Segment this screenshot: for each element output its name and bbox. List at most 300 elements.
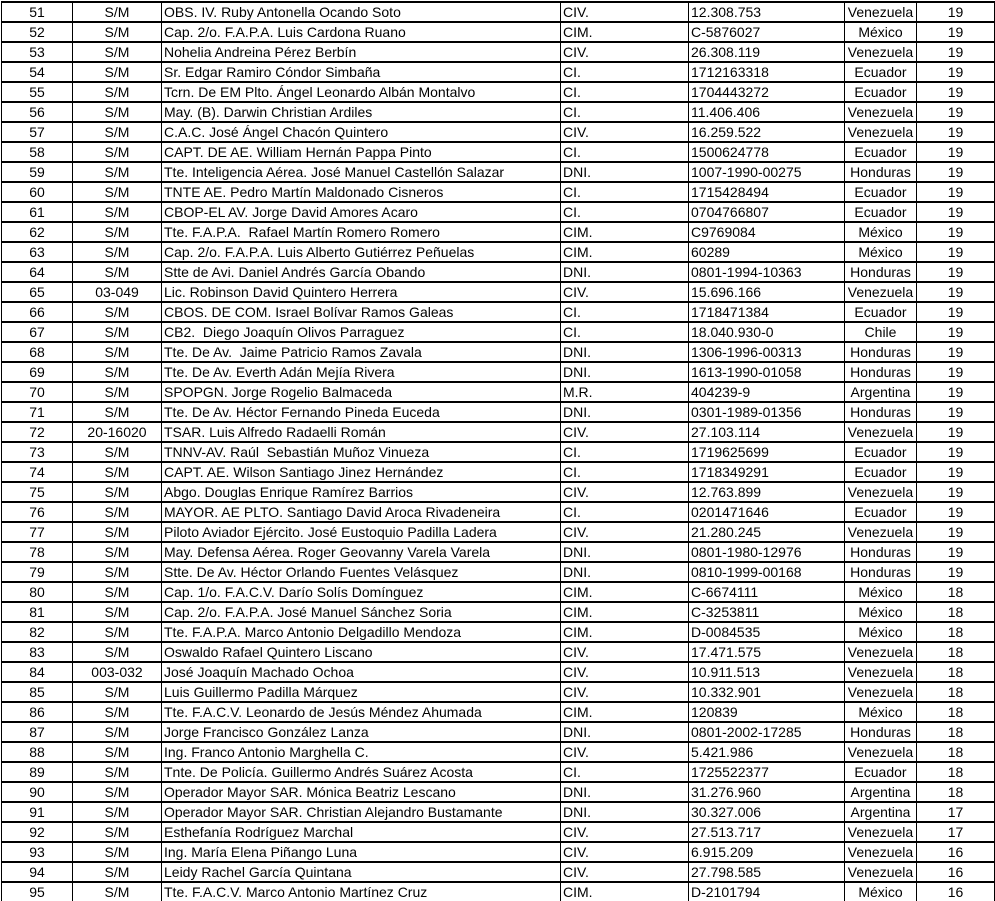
- cell-registration-code: S/M: [73, 802, 162, 822]
- cell-document-type: DNI.: [561, 722, 689, 742]
- cell-person-name: Tte. F.A.C.V. Leonardo de Jesús Méndez Ahumada: [162, 702, 561, 722]
- cell-age: 19: [917, 242, 995, 262]
- cell-document-number: 1007-1990-00275: [689, 162, 845, 182]
- cell-document-number: 1719625699: [689, 442, 845, 462]
- cell-document-type: DNI.: [561, 542, 689, 562]
- cell-row-number: 75: [2, 482, 73, 502]
- cell-country: Argentina: [845, 802, 917, 822]
- cell-row-number: 54: [2, 62, 73, 82]
- cell-row-number: 58: [2, 142, 73, 162]
- cell-registration-code: S/M: [73, 462, 162, 482]
- cell-age: 19: [917, 362, 995, 382]
- cell-document-type: CIV.: [561, 282, 689, 302]
- cell-country: México: [845, 702, 917, 722]
- cell-row-number: 70: [2, 382, 73, 402]
- cell-person-name: Cap. 1/o. F.A.C.V. Darío Solís Domínguez: [162, 582, 561, 602]
- cell-registration-code: S/M: [73, 382, 162, 402]
- cell-registration-code: S/M: [73, 142, 162, 162]
- cell-document-number: C9769084: [689, 222, 845, 242]
- cell-document-type: CI.: [561, 182, 689, 202]
- cell-registration-code: S/M: [73, 862, 162, 882]
- cell-person-name: Cap. 2/o. F.A.P.A. José Manuel Sánchez Soria: [162, 602, 561, 622]
- cell-person-name: Tte. De Av. Jaime Patricio Ramos Zavala: [162, 342, 561, 362]
- cell-age: 18: [917, 662, 995, 682]
- cell-age: 19: [917, 562, 995, 582]
- cell-row-number: 53: [2, 42, 73, 62]
- cell-row-number: 84: [2, 662, 73, 682]
- cell-document-number: D-0084535: [689, 622, 845, 642]
- cell-row-number: 83: [2, 642, 73, 662]
- cell-document-number: 26.308.119: [689, 42, 845, 62]
- cell-person-name: Tte. Inteligencia Aérea. José Manuel Castellón Salazar: [162, 162, 561, 182]
- cell-document-type: CIM.: [561, 22, 689, 42]
- cell-person-name: TNNV-AV. Raúl Sebastián Muñoz Vinueza: [162, 442, 561, 462]
- cell-registration-code: S/M: [73, 762, 162, 782]
- cell-document-type: DNI.: [561, 802, 689, 822]
- table-row: [2, 182, 995, 202]
- cell-document-number: 0301-1989-01356: [689, 402, 845, 422]
- cell-country: Ecuador: [845, 302, 917, 322]
- table-row: [2, 22, 995, 42]
- cell-person-name: TSAR. Luis Alfredo Radaelli Román: [162, 422, 561, 442]
- cell-row-number: 52: [2, 22, 73, 42]
- cell-registration-code: S/M: [73, 562, 162, 582]
- cell-country: Honduras: [845, 722, 917, 742]
- cell-country: Venezuela: [845, 282, 917, 302]
- cell-document-type: CIV.: [561, 682, 689, 702]
- cell-row-number: 71: [2, 402, 73, 422]
- cell-row-number: 77: [2, 522, 73, 542]
- cell-document-number: 1718349291: [689, 462, 845, 482]
- cell-country: Honduras: [845, 362, 917, 382]
- cell-country: Chile: [845, 322, 917, 342]
- cell-row-number: 65: [2, 282, 73, 302]
- cell-country: México: [845, 22, 917, 42]
- cell-person-name: May. (B). Darwin Christian Ardiles: [162, 102, 561, 122]
- cell-age: 19: [917, 222, 995, 242]
- cell-country: México: [845, 602, 917, 622]
- personnel-table: [1, 1, 995, 901]
- cell-document-type: DNI.: [561, 562, 689, 582]
- cell-document-number: 1718471384: [689, 302, 845, 322]
- cell-country: México: [845, 242, 917, 262]
- cell-row-number: 85: [2, 682, 73, 702]
- cell-age: 19: [917, 342, 995, 362]
- cell-country: Honduras: [845, 342, 917, 362]
- cell-country: Honduras: [845, 402, 917, 422]
- cell-person-name: Jorge Francisco González Lanza: [162, 722, 561, 742]
- cell-country: Honduras: [845, 562, 917, 582]
- cell-country: Venezuela: [845, 642, 917, 662]
- cell-person-name: José Joaquín Machado Ochoa: [162, 662, 561, 682]
- table-row: [2, 802, 995, 822]
- cell-row-number: 62: [2, 222, 73, 242]
- cell-document-type: CIM.: [561, 582, 689, 602]
- cell-registration-code: S/M: [73, 202, 162, 222]
- cell-country: Ecuador: [845, 502, 917, 522]
- table-row: [2, 322, 995, 342]
- table-body: [2, 2, 995, 901]
- cell-person-name: Cap. 2/o. F.A.P.A. Luis Alberto Gutiérrez Peñuelas: [162, 242, 561, 262]
- cell-document-type: CIV.: [561, 42, 689, 62]
- cell-document-type: M.R.: [561, 382, 689, 402]
- cell-document-number: 27.513.717: [689, 822, 845, 842]
- cell-registration-code: S/M: [73, 622, 162, 642]
- cell-document-number: 16.259.522: [689, 122, 845, 142]
- cell-age: 18: [917, 622, 995, 642]
- cell-document-type: CIM.: [561, 622, 689, 642]
- cell-document-number: C-5876027: [689, 22, 845, 42]
- cell-row-number: 63: [2, 242, 73, 262]
- cell-age: 19: [917, 22, 995, 42]
- cell-document-type: CIV.: [561, 522, 689, 542]
- cell-age: 19: [917, 182, 995, 202]
- table-row: [2, 122, 995, 142]
- cell-person-name: TNTE AE. Pedro Martín Maldonado Cisneros: [162, 182, 561, 202]
- cell-document-type: DNI.: [561, 362, 689, 382]
- cell-registration-code: 03-049: [73, 282, 162, 302]
- cell-age: 18: [917, 602, 995, 622]
- cell-document-number: 0801-1994-10363: [689, 262, 845, 282]
- cell-person-name: SPOPGN. Jorge Rogelio Balmaceda: [162, 382, 561, 402]
- cell-row-number: 69: [2, 362, 73, 382]
- cell-registration-code: S/M: [73, 82, 162, 102]
- cell-document-number: 27.798.585: [689, 862, 845, 882]
- cell-row-number: 88: [2, 742, 73, 762]
- cell-age: 19: [917, 262, 995, 282]
- cell-person-name: Leidy Rachel García Quintana: [162, 862, 561, 882]
- table-row: [2, 82, 995, 102]
- cell-country: México: [845, 222, 917, 242]
- table-row: [2, 662, 995, 682]
- cell-registration-code: S/M: [73, 502, 162, 522]
- cell-person-name: Tte. F.A.C.V. Marco Antonio Martínez Cruz: [162, 882, 561, 901]
- cell-registration-code: S/M: [73, 682, 162, 702]
- cell-country: Venezuela: [845, 842, 917, 862]
- cell-row-number: 78: [2, 542, 73, 562]
- cell-registration-code: S/M: [73, 322, 162, 342]
- cell-person-name: Ing. Franco Antonio Marghella C.: [162, 742, 561, 762]
- cell-country: Ecuador: [845, 182, 917, 202]
- cell-country: Ecuador: [845, 202, 917, 222]
- cell-person-name: Tte. De Av. Everth Adán Mejía Rivera: [162, 362, 561, 382]
- cell-person-name: Oswaldo Rafael Quintero Liscano: [162, 642, 561, 662]
- table-row: [2, 582, 995, 602]
- cell-row-number: 56: [2, 102, 73, 122]
- cell-age: 19: [917, 422, 995, 442]
- cell-document-number: 10.911.513: [689, 662, 845, 682]
- cell-row-number: 89: [2, 762, 73, 782]
- cell-age: 19: [917, 2, 995, 22]
- cell-document-number: 6.915.209: [689, 842, 845, 862]
- table-row: [2, 782, 995, 802]
- cell-country: México: [845, 582, 917, 602]
- table-row: [2, 682, 995, 702]
- cell-row-number: 74: [2, 462, 73, 482]
- cell-registration-code: S/M: [73, 842, 162, 862]
- cell-person-name: Sr. Edgar Ramiro Cóndor Simbaña: [162, 62, 561, 82]
- cell-registration-code: S/M: [73, 302, 162, 322]
- table-row: [2, 702, 995, 722]
- cell-document-type: DNI.: [561, 782, 689, 802]
- cell-document-number: 11.406.406: [689, 102, 845, 122]
- cell-document-type: CIV.: [561, 662, 689, 682]
- table-row: [2, 402, 995, 422]
- table-row: [2, 842, 995, 862]
- cell-document-number: 27.103.114: [689, 422, 845, 442]
- cell-document-number: 404239-9: [689, 382, 845, 402]
- cell-registration-code: S/M: [73, 162, 162, 182]
- cell-person-name: CAPT. DE AE. William Hernán Pappa Pinto: [162, 142, 561, 162]
- cell-document-number: 18.040.930-0: [689, 322, 845, 342]
- table-row: [2, 102, 995, 122]
- cell-person-name: C.A.C. José Ángel Chacón Quintero: [162, 122, 561, 142]
- cell-document-type: CIV.: [561, 862, 689, 882]
- cell-document-type: CIM.: [561, 242, 689, 262]
- cell-row-number: 94: [2, 862, 73, 882]
- cell-row-number: 80: [2, 582, 73, 602]
- cell-person-name: MAYOR. AE PLTO. Santiago David Aroca Rivadeneira: [162, 502, 561, 522]
- cell-person-name: May. Defensa Aérea. Roger Geovanny Varela Varela: [162, 542, 561, 562]
- cell-registration-code: S/M: [73, 522, 162, 542]
- cell-age: 19: [917, 382, 995, 402]
- table-row: [2, 242, 995, 262]
- table-row: [2, 502, 995, 522]
- cell-person-name: CBOP-EL AV. Jorge David Amores Acaro: [162, 202, 561, 222]
- cell-country: México: [845, 882, 917, 901]
- cell-document-number: C-3253811: [689, 602, 845, 622]
- cell-age: 18: [917, 722, 995, 742]
- cell-person-name: CBOS. DE COM. Israel Bolívar Ramos Galeas: [162, 302, 561, 322]
- table-row: [2, 382, 995, 402]
- cell-country: Venezuela: [845, 102, 917, 122]
- table-row: [2, 162, 995, 182]
- cell-registration-code: S/M: [73, 362, 162, 382]
- cell-country: Venezuela: [845, 2, 917, 22]
- cell-person-name: Esthefanía Rodríguez Marchal: [162, 822, 561, 842]
- cell-row-number: 93: [2, 842, 73, 862]
- cell-document-number: 1500624778: [689, 142, 845, 162]
- cell-person-name: Stte. De Av. Héctor Orlando Fuentes Velásquez: [162, 562, 561, 582]
- cell-document-number: 1715428494: [689, 182, 845, 202]
- cell-row-number: 92: [2, 822, 73, 842]
- cell-person-name: Tte. F.A.P.A. Rafael Martín Romero Romero: [162, 222, 561, 242]
- cell-document-number: 0201471646: [689, 502, 845, 522]
- cell-document-number: 1712163318: [689, 62, 845, 82]
- cell-country: Venezuela: [845, 822, 917, 842]
- cell-age: 19: [917, 142, 995, 162]
- cell-registration-code: S/M: [73, 22, 162, 42]
- table-row: [2, 142, 995, 162]
- cell-person-name: Piloto Aviador Ejército. José Eustoquio Padilla Ladera: [162, 522, 561, 542]
- cell-row-number: 87: [2, 722, 73, 742]
- cell-document-number: 1613-1990-01058: [689, 362, 845, 382]
- cell-age: 19: [917, 82, 995, 102]
- cell-document-type: CI.: [561, 502, 689, 522]
- table-row: [2, 422, 995, 442]
- cell-row-number: 90: [2, 782, 73, 802]
- cell-document-type: CIM.: [561, 602, 689, 622]
- cell-document-type: CIM.: [561, 882, 689, 901]
- cell-document-type: CIV.: [561, 642, 689, 662]
- cell-age: 19: [917, 482, 995, 502]
- cell-registration-code: S/M: [73, 182, 162, 202]
- cell-registration-code: S/M: [73, 782, 162, 802]
- table-row: [2, 602, 995, 622]
- cell-age: 18: [917, 782, 995, 802]
- table-row: [2, 522, 995, 542]
- table-row: [2, 542, 995, 562]
- cell-registration-code: S/M: [73, 642, 162, 662]
- cell-person-name: Operador Mayor SAR. Christian Alejandro Bustamante: [162, 802, 561, 822]
- cell-country: Venezuela: [845, 122, 917, 142]
- cell-registration-code: S/M: [73, 262, 162, 282]
- cell-row-number: 61: [2, 202, 73, 222]
- cell-registration-code: S/M: [73, 742, 162, 762]
- cell-age: 18: [917, 642, 995, 662]
- cell-registration-code: S/M: [73, 482, 162, 502]
- table-row: [2, 462, 995, 482]
- cell-document-number: 5.421.986: [689, 742, 845, 762]
- cell-registration-code: S/M: [73, 62, 162, 82]
- cell-registration-code: 20-16020: [73, 422, 162, 442]
- cell-age: 19: [917, 442, 995, 462]
- cell-country: Ecuador: [845, 762, 917, 782]
- cell-row-number: 57: [2, 122, 73, 142]
- cell-person-name: Nohelia Andreina Pérez Berbín: [162, 42, 561, 62]
- cell-row-number: 91: [2, 802, 73, 822]
- cell-row-number: 86: [2, 702, 73, 722]
- cell-country: Venezuela: [845, 862, 917, 882]
- cell-age: 19: [917, 102, 995, 122]
- cell-person-name: Lic. Robinson David Quintero Herrera: [162, 282, 561, 302]
- cell-row-number: 81: [2, 602, 73, 622]
- cell-registration-code: S/M: [73, 102, 162, 122]
- cell-registration-code: S/M: [73, 542, 162, 562]
- cell-document-number: 0801-2002-17285: [689, 722, 845, 742]
- cell-age: 19: [917, 522, 995, 542]
- cell-country: Venezuela: [845, 482, 917, 502]
- cell-document-type: DNI.: [561, 162, 689, 182]
- cell-registration-code: S/M: [73, 242, 162, 262]
- cell-age: 16: [917, 882, 995, 901]
- cell-country: Venezuela: [845, 682, 917, 702]
- cell-document-number: 12.308.753: [689, 2, 845, 22]
- table-row: [2, 642, 995, 662]
- cell-document-type: CIM.: [561, 702, 689, 722]
- cell-document-number: 120839: [689, 702, 845, 722]
- cell-document-number: D-2101794: [689, 882, 845, 901]
- table-row: [2, 822, 995, 842]
- cell-registration-code: S/M: [73, 702, 162, 722]
- cell-age: 19: [917, 62, 995, 82]
- table-row: [2, 722, 995, 742]
- cell-document-type: CIV.: [561, 2, 689, 22]
- cell-country: Venezuela: [845, 742, 917, 762]
- cell-document-number: C-6674111: [689, 582, 845, 602]
- table-row: [2, 482, 995, 502]
- cell-country: Honduras: [845, 162, 917, 182]
- cell-document-type: DNI.: [561, 342, 689, 362]
- table-row: [2, 562, 995, 582]
- cell-row-number: 55: [2, 82, 73, 102]
- cell-age: 17: [917, 802, 995, 822]
- table-row: [2, 762, 995, 782]
- cell-row-number: 72: [2, 422, 73, 442]
- cell-country: Honduras: [845, 542, 917, 562]
- cell-country: Venezuela: [845, 522, 917, 542]
- cell-age: 18: [917, 682, 995, 702]
- table-row: [2, 222, 995, 242]
- cell-age: 19: [917, 502, 995, 522]
- cell-registration-code: S/M: [73, 602, 162, 622]
- cell-country: Argentina: [845, 782, 917, 802]
- cell-row-number: 66: [2, 302, 73, 322]
- table-row: [2, 302, 995, 322]
- table-row: [2, 2, 995, 22]
- cell-person-name: Tcrn. De EM Plto. Ángel Leonardo Albán Montalvo: [162, 82, 561, 102]
- cell-person-name: Ing. María Elena Piñango Luna: [162, 842, 561, 862]
- cell-row-number: 76: [2, 502, 73, 522]
- cell-row-number: 64: [2, 262, 73, 282]
- table-row: [2, 342, 995, 362]
- cell-age: 19: [917, 202, 995, 222]
- cell-document-type: CIV.: [561, 842, 689, 862]
- cell-country: Ecuador: [845, 62, 917, 82]
- cell-person-name: Luis Guillermo Padilla Márquez: [162, 682, 561, 702]
- cell-age: 18: [917, 582, 995, 602]
- cell-registration-code: S/M: [73, 882, 162, 901]
- cell-document-type: CI.: [561, 202, 689, 222]
- cell-age: 19: [917, 322, 995, 342]
- cell-document-number: 1704443272: [689, 82, 845, 102]
- table-row: [2, 622, 995, 642]
- cell-document-type: CIV.: [561, 742, 689, 762]
- cell-document-type: CI.: [561, 322, 689, 342]
- cell-registration-code: S/M: [73, 42, 162, 62]
- cell-document-type: DNI.: [561, 402, 689, 422]
- cell-age: 19: [917, 162, 995, 182]
- cell-age: 19: [917, 122, 995, 142]
- cell-person-name: CB2. Diego Joaquín Olivos Parraguez: [162, 322, 561, 342]
- cell-document-type: CIM.: [561, 222, 689, 242]
- cell-document-type: CI.: [561, 102, 689, 122]
- cell-row-number: 82: [2, 622, 73, 642]
- cell-document-type: CI.: [561, 142, 689, 162]
- cell-document-type: CIV.: [561, 422, 689, 442]
- cell-row-number: 59: [2, 162, 73, 182]
- cell-document-type: CI.: [561, 442, 689, 462]
- cell-country: Honduras: [845, 262, 917, 282]
- cell-document-number: 0801-1980-12976: [689, 542, 845, 562]
- cell-document-number: 21.280.245: [689, 522, 845, 542]
- table-row: [2, 262, 995, 282]
- table-row: [2, 442, 995, 462]
- cell-document-number: 1306-1996-00313: [689, 342, 845, 362]
- cell-person-name: Operador Mayor SAR. Mónica Beatriz Lescano: [162, 782, 561, 802]
- cell-document-number: 15.696.166: [689, 282, 845, 302]
- cell-age: 18: [917, 702, 995, 722]
- cell-document-type: CI.: [561, 462, 689, 482]
- cell-row-number: 67: [2, 322, 73, 342]
- cell-registration-code: 003-032: [73, 662, 162, 682]
- cell-age: 16: [917, 842, 995, 862]
- cell-person-name: Tte. De Av. Héctor Fernando Pineda Euceda: [162, 402, 561, 422]
- table-row: [2, 282, 995, 302]
- cell-document-number: 30.327.006: [689, 802, 845, 822]
- cell-registration-code: S/M: [73, 2, 162, 22]
- cell-person-name: OBS. IV. Ruby Antonella Ocando Soto: [162, 2, 561, 22]
